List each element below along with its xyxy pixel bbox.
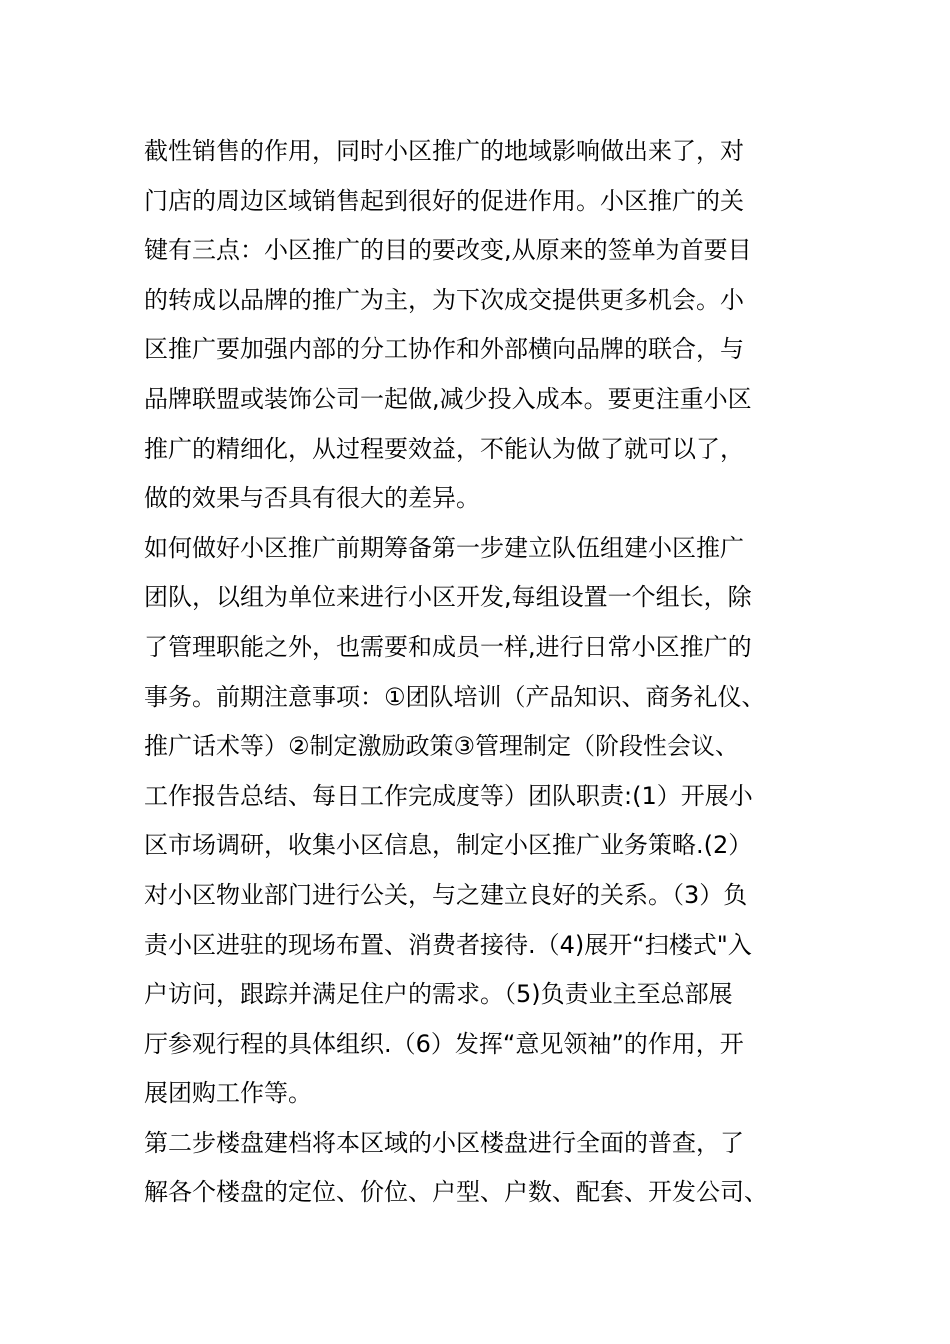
text-line: 了管理职能之外，也需要和成员一样,进行日常小区推广的 [144,632,752,661]
text-line: 如何做好小区推广前期筹备第一步建立队伍组建小区推广 [144,533,744,562]
text-line: 展团购工作等。 [144,1079,312,1108]
text-line: 责小区进驻的现场布置、消费者接待.（4)展开“扫楼式"入 [144,930,752,959]
text-line: 推广的精细化，从过程要效益，不能认为做了就可以了， [144,434,744,463]
text-line: 门店的周边区域销售起到很好的促进作用。小区推广的关 [144,186,744,215]
text-line: 对小区物业部门进行公关，与之建立良好的关系。（3）负 [144,880,748,909]
text-line: 的转成以品牌的推广为主，为下次成交提供更多机会。小 [144,285,744,314]
text-line: 做的效果与否具有很大的差异。 [144,484,480,513]
text-line: 推广话术等）②制定激励政策③管理制定（阶段性会议、 [144,732,740,761]
text-line: 品牌联盟或装饰公司一起做,减少投入成本。要更注重小区 [144,384,752,413]
body-text [144,127,824,1218]
text-line: 厅参观行程的具体组织.（6）发挥“意见领袖”的作用，开 [144,1029,744,1058]
text-line: 区市场调研，收集小区信息，制定小区推广业务策略.(2） [144,831,753,860]
text-line: 第二步楼盘建档将本区域的小区楼盘进行全面的普查，了 [144,1128,744,1157]
text-line: 键有三点：小区推广的目的要改变,从原来的签单为首要目 [144,236,752,265]
text-line: 团队，以组为单位来进行小区开发,每组设置一个组长，除 [144,583,752,612]
text-line: 解各个楼盘的定位、价位、户型、户数、配套、开发公司、 [144,1178,768,1207]
text-line: 户访问，跟踪并满足住户的需求。（5)负责业主至总部展 [144,980,733,1009]
text-line: 区推广要加强内部的分工协作和外部横向品牌的联合，与 [144,335,744,364]
text-line: 事务。前期注意事项：①团队培训（产品知识、商务礼仪、 [144,682,766,711]
text-line: 工作报告总结、每日工作完成度等）团队职责:(1）开展小 [144,781,753,810]
text-line: 截性销售的作用，同时小区推广的地域影响做出来了，对 [144,137,744,165]
